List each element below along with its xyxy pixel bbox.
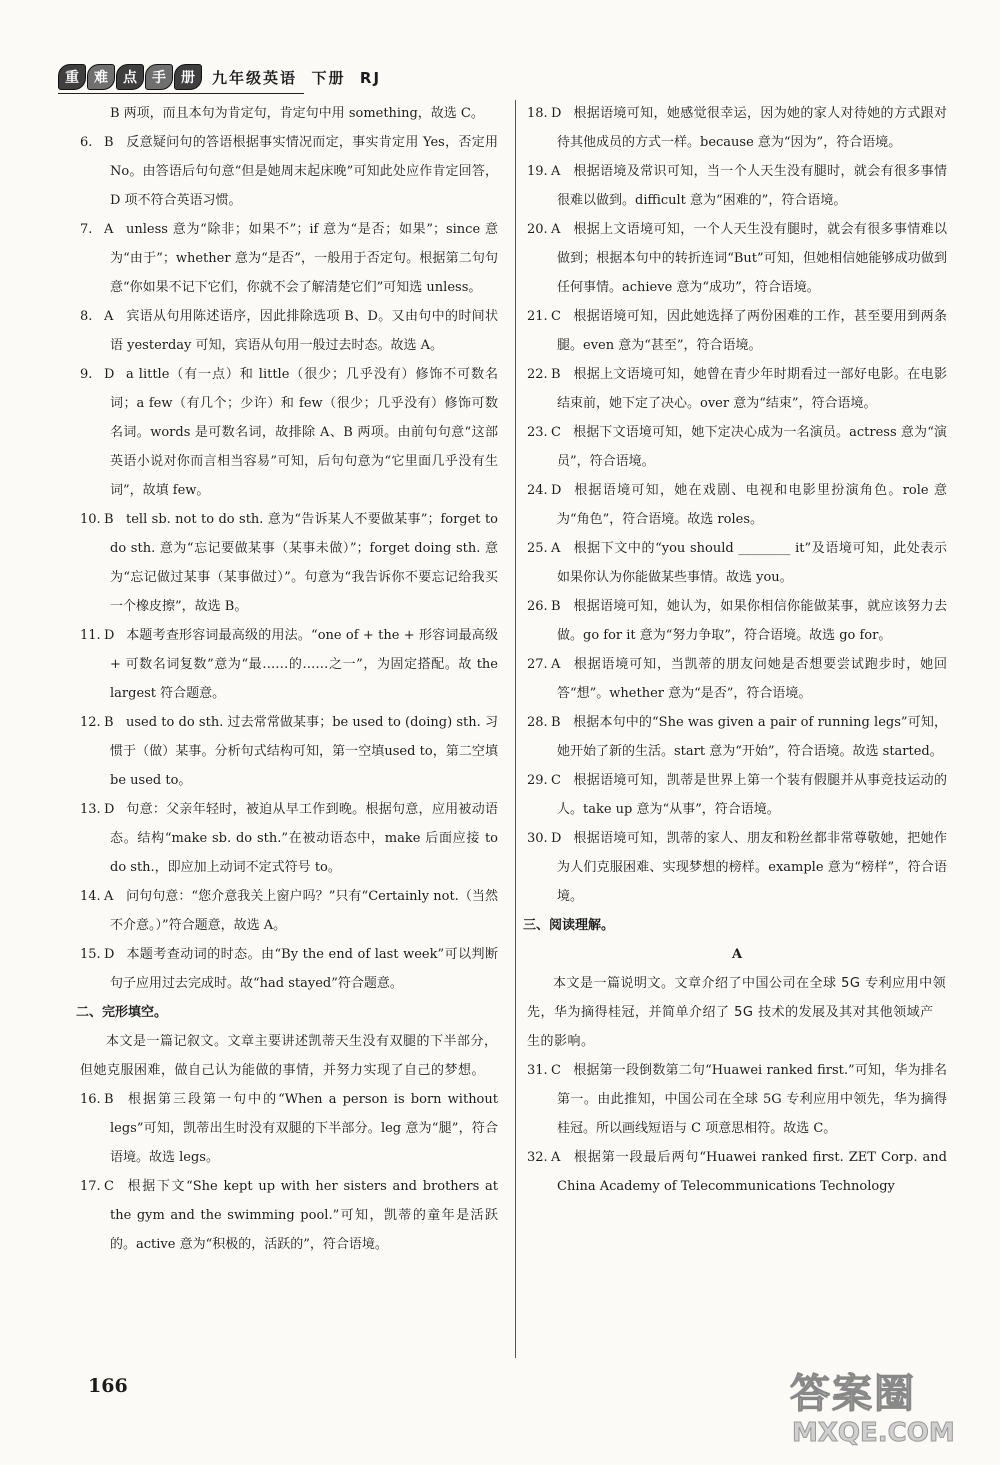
answer-letter: D (104, 367, 115, 382)
answer-letter: A (551, 541, 561, 556)
answer-letter: D (104, 628, 115, 643)
item-number: 16. (80, 1092, 101, 1107)
explanation-text: 根据语境可知，当凯蒂的朋友问她是否想要尝试跑步时，她回答“想”。whether 意为“是否”，符合语境。 (557, 657, 947, 701)
answer-letter: A (104, 889, 114, 904)
answer-item (527, 302, 947, 360)
answer-letter: A (551, 164, 561, 179)
column-divider (515, 100, 516, 1358)
brand-logo (58, 64, 202, 90)
explanation-text: 根据第三段第一句中的“When a person is born without legs”可知，凯蒂出生时没有双腿的下半部分。leg 意为“腿”，符合语境。故选 legs。 (110, 1092, 498, 1165)
answer-letter: D (551, 831, 562, 846)
explanation-text: 根据语境可知，她感觉很幸运，因为她的家人对待她的方式跟对待其他成员的方式一样。because 意为“因为”，符合语境。 (557, 106, 947, 150)
item-number: 10. (80, 512, 101, 527)
explanation-text: 根据语境可知，因此她选择了两份困难的工作，甚至要用到两条腿。even 意为“甚至”，符合语境。 (557, 309, 947, 353)
watermark-title: 答案圈 (790, 1371, 916, 1417)
answer-item (80, 795, 498, 882)
answer-item (527, 650, 947, 708)
explanation-text: 本题考查动词的时态。由“By the end of last week”可以判断句子应用过去完成时。故“had stayed”符合题意。 (110, 947, 498, 991)
answer-letter: D (551, 106, 562, 121)
page-number: 166 (88, 1375, 128, 1397)
answer-item (527, 360, 947, 418)
answer-item (80, 360, 498, 505)
explanation-text: 根据第一段倒数第二句“Huawei ranked first.”可知，华为排名第一。由此推知，中国公司在全球 5G 专利应用中领先，华为摘得桂冠。所以画线短语与 C 项意思相符。故选 C。 (557, 1063, 947, 1136)
item-number: 11. (80, 628, 101, 643)
explanation-text: unless 意为“除非；如果不”；if 意为“是否；如果”；since 意为“由于”；whether 意为“是否”，一般用于否定句。根据第二句句意“你如果不记下它们，你就不会了解清楚它们”可知选 unless。 (110, 222, 498, 295)
answer-letter: A (551, 657, 561, 672)
explanation-text: 根据第一段最后两句“Huawei ranked first. ZET Corp. and China Academy of Telecommunications Technology (557, 1150, 947, 1194)
answer-item (80, 215, 498, 302)
explanation-text: 问句句意：“您介意我关上窗户吗？”只有“Certainly not.（当然不介意。）”符合题意，故选 A。 (110, 889, 498, 933)
item-number: 23. (527, 425, 548, 440)
item-number: 31. (527, 1063, 548, 1078)
answer-item (527, 1056, 947, 1143)
explanation-text: 根据下文中的“you should ________ it”及语境可知，此处表示如果你认为你能做某些事情。故选 you。 (557, 541, 947, 585)
header-rule (58, 93, 304, 94)
item-number: 24. (527, 483, 548, 498)
explanation-text: tell sb. not to do sth. 意为“告诉某人不要做某事”；forget to do sth. 意为“忘记要做某事（某事未做）”；forget doing sth. 意为“忘记做过某事（某事做过）”。句意为“我告诉你不要忘记给我买一个橡皮擦”，故选 B。 (110, 512, 498, 614)
section-heading-reading: 三、阅读理解。 (523, 918, 615, 933)
answer-item (527, 157, 947, 215)
answer-item (527, 766, 947, 824)
item-number: 32. (527, 1150, 548, 1165)
answer-item (80, 302, 498, 360)
item-number: 12. (80, 715, 101, 730)
brand-char: 点 (116, 64, 144, 90)
item-number: 22. (527, 367, 548, 382)
item-number: 13. (80, 802, 101, 817)
item-number: 26. (527, 599, 548, 614)
right-column (523, 99, 947, 1201)
answer-item (527, 592, 947, 650)
answer-letter: B (104, 1092, 114, 1107)
answer-letter: D (104, 802, 115, 817)
explanation-text: 根据语境可知，她在戏剧、电视和电影里扮演角色。role 意为“角色”，符合语境。故选 roles。 (557, 483, 947, 527)
answer-letter: D (551, 483, 562, 498)
left-column (76, 99, 498, 1259)
answer-item (80, 128, 498, 215)
item-number: 6. (80, 135, 93, 150)
answer-letter: B (551, 367, 561, 382)
answer-letter: B (104, 135, 114, 150)
item-number: 28. (527, 715, 548, 730)
explanation-text: 本题考查形容词最高级的用法。“one of + the + 形容词最高级 + 可数名词复数”意为“最……的……之一”，为固定搭配。故 the largest 符合题意。 (110, 628, 498, 701)
answer-item (527, 824, 947, 911)
answer-item (527, 99, 947, 157)
answer-item (527, 534, 947, 592)
answer-letter: A (104, 309, 114, 324)
explanation-text: 宾语从句用陈述语序，因此排除选项 B、D。又由句中的时间状语 yesterday 可知，宾语从句用一般过去时态。故选 A。 (110, 309, 498, 353)
explanation-text: 根据本句中的“She was given a pair of running legs”可知，她开始了新的生活。start 意为“开始”，符合语境。故选 started。 (557, 715, 947, 759)
item-number: 30. (527, 831, 548, 846)
answer-letter: C (551, 773, 561, 788)
item-number: 18. (527, 106, 548, 121)
item-number: 20. (527, 222, 548, 237)
answer-item (80, 505, 498, 621)
item-number: 21. (527, 309, 548, 324)
explanation-text: 根据语境可知，凯蒂的家人、朋友和粉丝都非常尊敬她，把她作为人们克服困难、实现梦想的榜样。example 意为“榜样”，符合语境。 (557, 831, 947, 904)
answer-letter: A (551, 1150, 561, 1165)
answer-item (80, 1172, 498, 1259)
answer-item (80, 882, 498, 940)
book-title: 九年级英语 下册 RJ (212, 68, 382, 87)
answer-letter: A (551, 222, 561, 237)
item-number: 9. (80, 367, 93, 382)
brand-char: 重 (58, 64, 86, 90)
cloze-intro: 本文是一篇记叙文。文章主要讲述凯蒂天生没有双腿的下半部分，但她克服困难，做自己认为能做的事情，并努力实现了自己的梦想。 (80, 1034, 498, 1078)
explanation-text: 根据语境及常识可知，当一个人天生没有腿时，就会有很多事情很难以做到。difficult 意为“困难的”，符合语境。 (557, 164, 947, 208)
answer-letter: B (551, 599, 561, 614)
reading-intro: 本文是一篇说明文。文章介绍了中国公司在全球 5G 专利应用中领先，华为摘得桂冠，并简单介绍了 5G 技术的发展及其对其他领域产生的影响。 (527, 976, 947, 1049)
answer-letter: C (551, 425, 561, 440)
explanation-text: 根据下文“She kept up with her sisters and brothers at the gym and the swimming pool.”可知，凯蒂的童年是活跃的。active 意为“积极的，活跃的”，符合语境。 (110, 1179, 498, 1252)
item-number: 29. (527, 773, 548, 788)
explanation-text: used to do sth. 过去常常做某事；be used to (doing) sth. 习惯于（做）某事。分析句式结构可知，第一空填used to，第二空填 be used to。 (110, 715, 498, 788)
item-number: 17. (80, 1179, 101, 1194)
answer-letter: C (551, 1063, 561, 1078)
answer-item (80, 708, 498, 795)
item-number: 19. (527, 164, 548, 179)
item-number: 25. (527, 541, 548, 556)
explanation-text: 根据语境可知，凯蒂是世界上第一个装有假腿并从事竞技运动的人。take up 意为“从事”，符合语境。 (557, 773, 947, 817)
answer-letter: D (104, 947, 115, 962)
answer-item (80, 940, 498, 998)
item-number: 27. (527, 657, 548, 672)
answer-item (527, 708, 947, 766)
answer-letter: B (104, 715, 114, 730)
explanation-text: 根据下文语境可知，她下定决心成为一名演员。actress 意为“演员”，符合语境。 (557, 425, 947, 469)
watermark-logo (770, 1360, 990, 1455)
answer-item (527, 418, 947, 476)
explanation-text: a little（有一点）和 little（很少；几乎没有）修饰不可数名词；a few（有几个；少许）和 few（很少；几乎没有）修饰可数名词。words 是可数名词，故排除 A、B 两项。由前句句意“这部英语小说对你而言相当容易”可知，后句句意为“它里面几乎没有生词”，故填 few。 (110, 367, 498, 498)
item-number: 7. (80, 222, 93, 237)
answer-item (80, 621, 498, 708)
item-number: 8. (80, 309, 93, 324)
brand-char: 册 (174, 64, 202, 90)
watermark-url: MXQE.COM (792, 1418, 955, 1448)
answer-item (527, 215, 947, 302)
answer-item (527, 1143, 947, 1201)
answer-letter: C (104, 1179, 114, 1194)
brand-char: 难 (87, 64, 115, 90)
passage-label: A (731, 947, 743, 962)
answer-item (80, 1085, 498, 1172)
continued-text: B 两项，而且本句为肯定句，肯定句中用 something，故选 C。 (110, 106, 484, 121)
section-heading-cloze: 二、完形填空。 (76, 1005, 168, 1020)
page-header (58, 62, 381, 92)
answer-letter: C (551, 309, 561, 324)
item-number: 15. (80, 947, 101, 962)
explanation-text: 句意：父亲年轻时，被迫从早工作到晚。根据句意，应用被动语态。结构“make sb. do sth.”在被动语态中，make 后面应接 to do sth.，即应加上动词不定式符号 to。 (110, 802, 498, 875)
explanation-text: 根据上文语境可知，她曾在青少年时期看过一部好电影。在电影结束前，她下定了决心。over 意为“结束”，符合语境。 (557, 367, 947, 411)
answer-letter: B (551, 715, 561, 730)
brand-char: 手 (145, 64, 173, 90)
answer-letter: A (104, 222, 114, 237)
explanation-text: 反意疑问句的答语根据事实情况而定，事实肯定用 Yes，否定用 No。由答语后句句意“但是她周末起床晚”可知此处应作肯定回答，D 项不符合英语习惯。 (110, 135, 498, 208)
explanation-text: 根据语境可知，她认为，如果你相信你能做某事，就应该努力去做。go for it 意为“努力争取”，符合语境。故选 go for。 (557, 599, 947, 643)
item-number: 14. (80, 889, 101, 904)
answer-letter: B (104, 512, 114, 527)
explanation-text: 根据上文语境可知，一个人天生没有腿时，就会有很多事情难以做到；根据本句中的转折连词“But”可知，但她相信她能够成功做到任何事情。achieve 意为“成功”，符合语境。 (557, 222, 947, 295)
answer-item (527, 476, 947, 534)
